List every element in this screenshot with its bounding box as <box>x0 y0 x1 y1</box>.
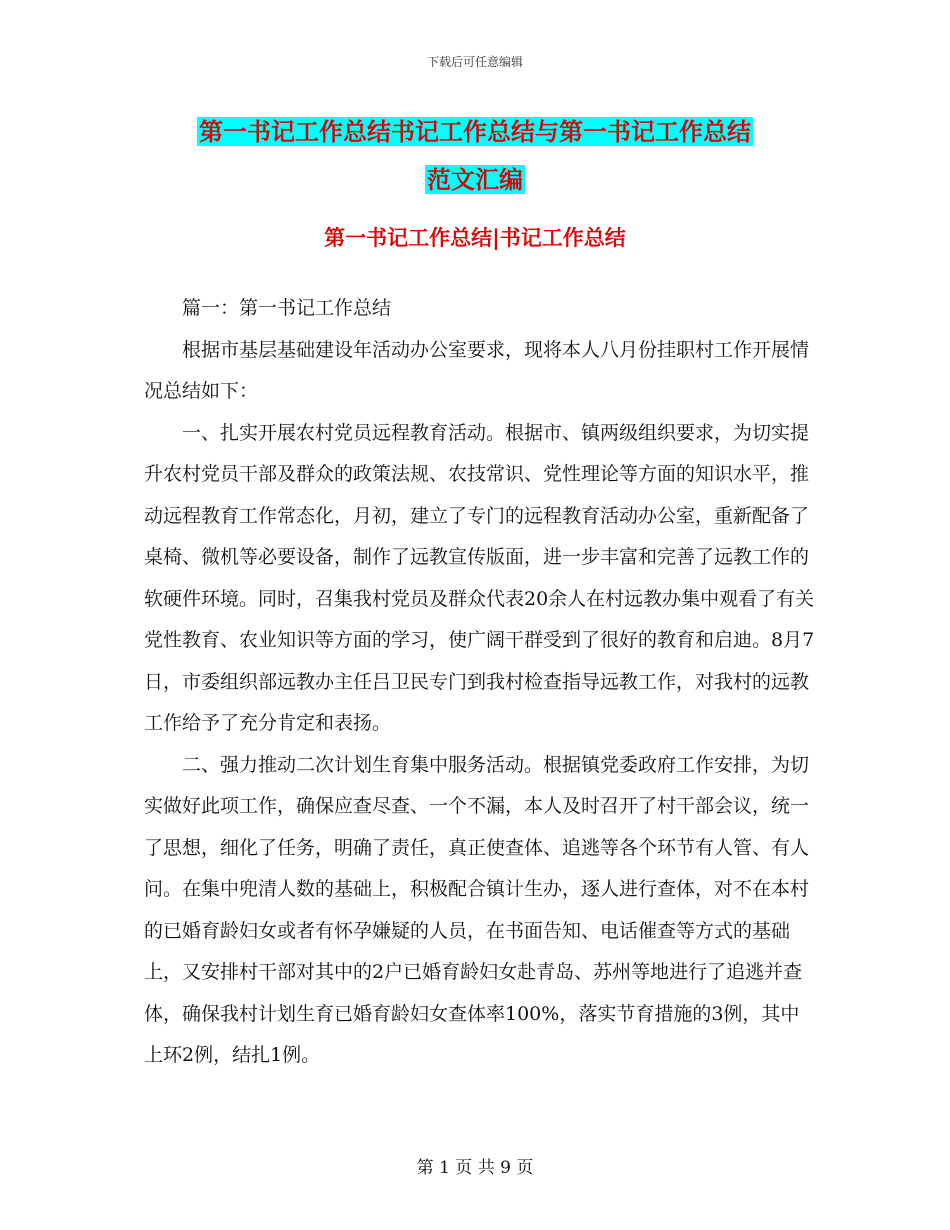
paragraph: 根据市基层基础建设年活动办公室要求，现将本人八月份挂职村工作开展情况总结如下： <box>144 338 810 402</box>
title-line-1: 第一书记工作总结书记工作总结与第一书记工作总结 <box>199 117 751 146</box>
paragraph: 篇一：第一书记工作总结 <box>182 297 392 319</box>
paragraph: 一、扎实开展农村党员远程教育活动。根据市、镇两级组织要求，为切实提升农村党员干部及群众的政策法规、农技常识、党性理论等方面的知识水平，推动远程教育工作常态化，月初，建立了专门的远程教育活动办公室，重新配备了桌椅、微机等必要设备，制作了远教宣传版面，进一步丰富和完善了远教工作的软硬件环境。同时，召集我村党员及群众代表20余人在村远教办集中观看了有关党性教育、农业知识等方面的学习，使广阔干群受到了很好的教育和启迪。8月7日，市委组织部远教办主任吕卫民专门到我村检查指导远教工作，对我村的远教工作给予了充分肯定和表扬。 <box>144 421 815 734</box>
document-body <box>144 288 816 1077</box>
section-title: 第一书记工作总结|书记工作总结 <box>324 225 626 250</box>
page-number: 第 1 页 共 9 页 <box>416 1158 534 1178</box>
title-line-2: 范文汇编 <box>427 165 523 194</box>
header-note: 下载后可任意编辑 <box>426 55 523 69</box>
paragraph: 二、强力推动二次计划生育集中服务活动。根据镇党委政府工作安排，为切实做好此项工作，确保应查尽查、一个不漏，本人及时召开了村干部会议，统一了思想，细化了任务，明确了责任，真正使查体、追逃等各个环节有人管、有人问。在集中兜清人数的基础上，积极配合镇计生办，逐人进行查体，对不在本村的已婚育龄妇女或者有怀孕嫌疑的人员，在书面告知、电话催查等方式的基础上，又安排村干部对其中的2户已婚育龄妇女赴青岛、苏州等地进行了追逃并查体，确保我村计划生育已婚育龄妇女查体率100%，落实节育措施的3例，其中上环2例，结扎1例。 <box>144 753 810 1066</box>
document-title <box>0 108 950 204</box>
